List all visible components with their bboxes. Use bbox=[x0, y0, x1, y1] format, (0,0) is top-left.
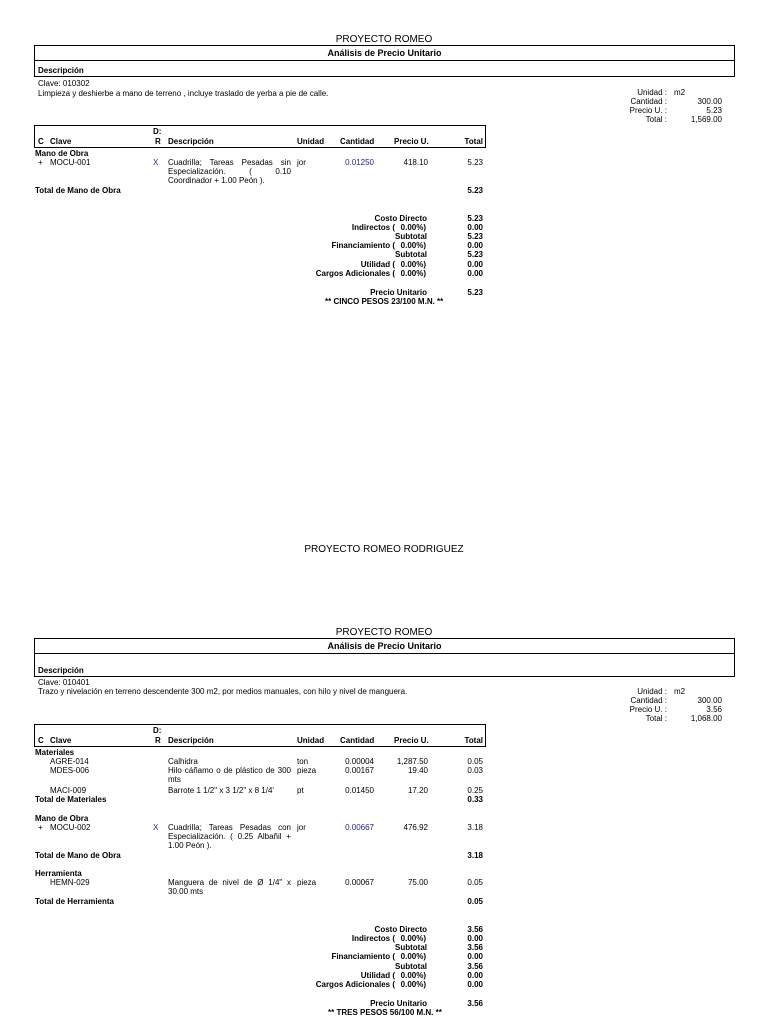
page-footer: PROYECTO ROMEO RODRIGUEZ bbox=[304, 544, 464, 555]
group-total-label: Total de Mano de Obra bbox=[35, 851, 121, 860]
row-total: 3.18 bbox=[467, 823, 483, 832]
row-precio: 17.20 bbox=[407, 786, 428, 795]
precio-header: Precio U. bbox=[394, 736, 429, 745]
indirectos-value: 0.00 bbox=[467, 223, 483, 232]
group-total-value: 5.23 bbox=[467, 186, 483, 195]
financiamiento-pct: 0.00%) bbox=[400, 241, 426, 250]
description-label: Descripción bbox=[38, 666, 84, 675]
row-cantidad: 0.00167 bbox=[345, 766, 374, 775]
precio-unitario-value: 5.23 bbox=[467, 288, 483, 297]
total-header: Total bbox=[464, 736, 483, 745]
row-description: Cuadrilla; Tareas Pesadas con Especialización. ( 0.25 Albañil + 1.00 Peón ). bbox=[168, 823, 291, 850]
costo-directo-label: Costo Directo bbox=[374, 925, 427, 934]
x-mark: X bbox=[153, 823, 159, 832]
group-total-value: 0.05 bbox=[467, 897, 483, 906]
row-clave: MACI-009 bbox=[50, 786, 87, 795]
row-clave: AGRE-014 bbox=[50, 757, 89, 766]
group-title: Herramienta bbox=[35, 869, 82, 878]
subtotal-value: 5.23 bbox=[467, 232, 483, 241]
row-total: 0.05 bbox=[467, 878, 483, 887]
c-header: C bbox=[38, 137, 44, 146]
cantidad-label: Cantidad : bbox=[630, 97, 667, 106]
precio-unitario-label: Precio Unitario bbox=[370, 999, 427, 1008]
total-value: 1,068.00 bbox=[690, 714, 722, 723]
indirectos-label: Indirectos ( bbox=[351, 223, 395, 232]
subtotal-value: 3.56 bbox=[467, 962, 483, 971]
clave-header: Clave bbox=[50, 137, 72, 146]
row-clave: MOCU-002 bbox=[50, 823, 91, 832]
analysis-title: Análisis de Precio Unitario bbox=[35, 639, 734, 654]
utilidad-pct: 0.00%) bbox=[400, 260, 426, 269]
row-unidad: pieza bbox=[297, 878, 317, 887]
financiamiento-pct: 0.00%) bbox=[400, 952, 426, 961]
row-unidad: jor bbox=[297, 823, 306, 832]
precio-unitario-value: 3.56 bbox=[467, 999, 483, 1008]
concept-description: Limpieza y deshierbe a mano de terreno , incluye traslado de yerba a pie de calle. bbox=[38, 89, 329, 98]
financiamiento-label: Financiamiento ( bbox=[331, 241, 395, 250]
subtotal-label: Subtotal bbox=[395, 250, 427, 259]
group-total-value: 3.18 bbox=[467, 851, 483, 860]
costo-directo-value: 5.23 bbox=[467, 214, 483, 223]
precio-value: 3.56 bbox=[706, 705, 722, 714]
analysis-header-box bbox=[34, 45, 735, 77]
cargos-label: Cargos Adicionales ( bbox=[315, 269, 395, 278]
project-title: PROYECTO ROMEO bbox=[335, 34, 433, 45]
group-total-label: Total de Mano de Obra bbox=[35, 186, 121, 195]
costo-directo-value: 3.56 bbox=[467, 925, 483, 934]
row-precio: 19.40 bbox=[407, 766, 428, 775]
row-cantidad: 0.00004 bbox=[345, 757, 374, 766]
row-precio: 1,287.50 bbox=[396, 757, 428, 766]
descripcion-header: Descripción bbox=[168, 137, 214, 146]
financiamiento-value: 0.00 bbox=[467, 241, 483, 250]
subtotal-value: 5.23 bbox=[467, 250, 483, 259]
r-header: R bbox=[155, 137, 161, 146]
row-total: 0.05 bbox=[467, 757, 483, 766]
cargos-pct: 0.00%) bbox=[400, 269, 426, 278]
precio-unitario-label: Precio Unitario bbox=[370, 288, 427, 297]
cargos-value: 0.00 bbox=[467, 980, 483, 989]
row-unidad: ton bbox=[297, 757, 309, 766]
subtotal-label: Subtotal bbox=[395, 943, 427, 952]
unidad-label: Unidad : bbox=[637, 687, 667, 696]
row-precio: 75.00 bbox=[407, 878, 428, 887]
expand-sign: + bbox=[38, 158, 43, 167]
unidad-label: Unidad : bbox=[637, 88, 667, 97]
group-title: Materiales bbox=[35, 748, 75, 757]
unidad-value: m2 bbox=[674, 88, 686, 97]
cargos-label: Cargos Adicionales ( bbox=[315, 980, 395, 989]
cantidad-value: 300.00 bbox=[697, 696, 722, 705]
row-description: Manguera de nivel de Ø 1/4" x 30.00 mts bbox=[168, 878, 291, 896]
unidad-header: Unidad bbox=[297, 736, 325, 745]
financiamiento-value: 0.00 bbox=[467, 952, 483, 961]
amount-in-words: ** CINCO PESOS 23/100 M.N. ** bbox=[325, 297, 444, 306]
r-header: R bbox=[155, 736, 161, 745]
row-description: Hilo cáñamo o de plástico de 300 mts bbox=[168, 766, 291, 784]
row-description: Cuadrilla; Tareas Pesadas sin Especialización. ( 0.10 Coordinador + 1.00 Peón ). bbox=[168, 158, 291, 185]
indirectos-pct: 0.00%) bbox=[400, 934, 426, 943]
total-label: Total : bbox=[645, 115, 667, 124]
concept-description: Trazo y nivelación en terreno descendente 300 m2, por medios manuales, con hilo y nivel de manguera. bbox=[38, 687, 408, 696]
analysis-header-box bbox=[34, 638, 735, 677]
utilidad-label: Utilidad ( bbox=[360, 260, 395, 269]
row-precio: 418.10 bbox=[403, 158, 428, 167]
descripcion-header: Descripción bbox=[168, 736, 214, 745]
row-cantidad: 0.00667 bbox=[345, 823, 374, 832]
group-title: Mano de Obra bbox=[35, 814, 89, 823]
c-header: C bbox=[38, 736, 44, 745]
row-cantidad: 0.01250 bbox=[345, 158, 374, 167]
cantidad-header: Cantidad bbox=[340, 736, 375, 745]
utilidad-pct: 0.00%) bbox=[400, 971, 426, 980]
description-label: Descripción bbox=[38, 66, 84, 75]
total-value: 1,569.00 bbox=[690, 115, 722, 124]
financiamiento-label: Financiamiento ( bbox=[331, 952, 395, 961]
row-description: Calhidra bbox=[168, 757, 198, 766]
unidad-value: m2 bbox=[674, 687, 686, 696]
row-cantidad: 0.01450 bbox=[345, 786, 374, 795]
clave-code: Clave: 010401 bbox=[38, 678, 90, 687]
row-clave: MDES-006 bbox=[50, 766, 90, 775]
clave-code: Clave: 010302 bbox=[38, 79, 90, 88]
row-total: 5.23 bbox=[467, 158, 483, 167]
row-total: 0.25 bbox=[467, 786, 483, 795]
amount-in-words: ** TRES PESOS 56/100 M.N. ** bbox=[328, 1008, 442, 1017]
row-unidad: pt bbox=[297, 786, 304, 795]
row-unidad: pieza bbox=[297, 766, 317, 775]
row-clave: HEMN-029 bbox=[50, 878, 90, 887]
indirectos-label: Indirectos ( bbox=[351, 934, 395, 943]
row-total: 0.03 bbox=[467, 766, 483, 775]
indirectos-value: 0.00 bbox=[467, 934, 483, 943]
dr-header-top: D: bbox=[153, 726, 162, 735]
row-cantidad: 0.00067 bbox=[345, 878, 374, 887]
group-total-label: Total de Materiales bbox=[35, 795, 107, 804]
subtotal-label: Subtotal bbox=[395, 962, 427, 971]
costo-directo-label: Costo Directo bbox=[374, 214, 427, 223]
precio-header: Precio U. bbox=[394, 137, 429, 146]
total-label: Total : bbox=[645, 714, 667, 723]
indirectos-pct: 0.00%) bbox=[400, 223, 426, 232]
unidad-header: Unidad bbox=[297, 137, 325, 146]
group-total-value: 0.33 bbox=[467, 795, 483, 804]
group-title: Mano de Obra bbox=[35, 149, 89, 158]
total-header: Total bbox=[464, 137, 483, 146]
subtotal-label: Subtotal bbox=[395, 232, 427, 241]
project-title: PROYECTO ROMEO bbox=[335, 627, 433, 638]
analysis-title: Análisis de Precio Unitario bbox=[35, 46, 734, 61]
cantidad-label: Cantidad : bbox=[630, 696, 667, 705]
row-unidad: jor bbox=[297, 158, 306, 167]
utilidad-value: 0.00 bbox=[467, 971, 483, 980]
expand-sign: + bbox=[38, 823, 43, 832]
cantidad-value: 300.00 bbox=[697, 97, 722, 106]
row-description: Barrote 1 1/2" x 3 1/2" x 8 1/4' bbox=[168, 786, 274, 795]
row-clave: MOCU-001 bbox=[50, 158, 91, 167]
precio-label: Precio U. : bbox=[629, 106, 667, 115]
subtotal-value: 3.56 bbox=[467, 943, 483, 952]
x-mark: X bbox=[153, 158, 159, 167]
precio-label: Precio U. : bbox=[629, 705, 667, 714]
row-precio: 476.92 bbox=[403, 823, 428, 832]
utilidad-value: 0.00 bbox=[467, 260, 483, 269]
dr-header-top: D: bbox=[153, 127, 162, 136]
cantidad-header: Cantidad bbox=[340, 137, 375, 146]
cargos-pct: 0.00%) bbox=[400, 980, 426, 989]
precio-value: 5.23 bbox=[706, 106, 722, 115]
utilidad-label: Utilidad ( bbox=[360, 971, 395, 980]
cargos-value: 0.00 bbox=[467, 269, 483, 278]
clave-header: Clave bbox=[50, 736, 72, 745]
group-total-label: Total de Herramienta bbox=[35, 897, 114, 906]
